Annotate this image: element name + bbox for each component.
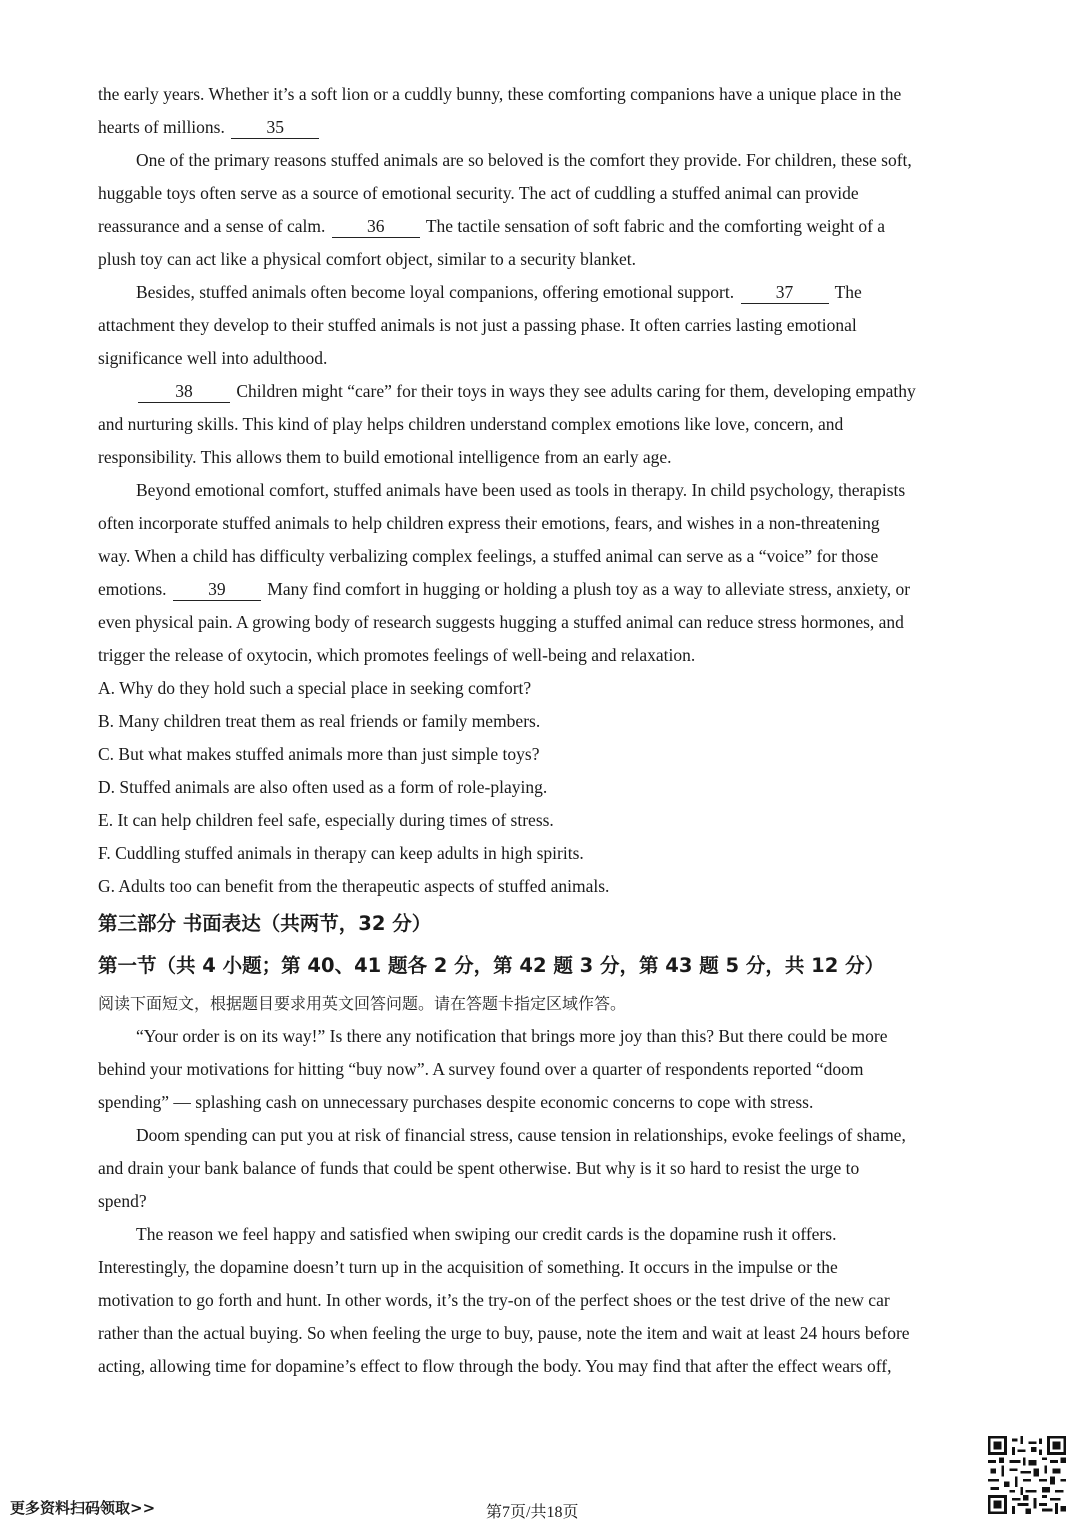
- text-line: emotions. 39 Many find comfort in hugging or holding a plush toy as a way to alleviate stress, anxiety, or: [98, 579, 911, 599]
- text-line: often incorporate stuffed animals to help children express their emotions, fears, and wishes in a non-threatening: [98, 513, 880, 533]
- blank-38: 38: [138, 380, 230, 403]
- option-b: B. Many children treat them as real friends or family members.: [98, 711, 541, 731]
- qr-code-icon[interactable]: [988, 1436, 1066, 1514]
- text-line: trigger the release of oxytocin, which promotes feelings of well-being and relaxation.: [98, 645, 696, 665]
- text-line: huggable toys often serve as a source of emotional security. The act of cuddling a stuffed animal can provide: [98, 183, 859, 203]
- option-a: A. Why do they hold such a special place in seeking comfort?: [98, 678, 532, 698]
- text-line: acting, allowing time for dopamine’s effect to flow through the body. You may find that after the effect wears off,: [98, 1356, 892, 1376]
- option-e: E. It can help children feel safe, especially during times of stress.: [98, 810, 554, 830]
- page-number: 第7页/共18页: [486, 1504, 579, 1521]
- text-line: spend?: [98, 1191, 147, 1211]
- text-line: attachment they develop to their stuffed animals is not just a passing phase. It often carries lasting emotional: [98, 315, 857, 335]
- blank-37: 37: [741, 281, 829, 304]
- text-line: plush toy can act like a physical comfort object, similar to a security blanket.: [98, 249, 636, 269]
- more-materials-link[interactable]: 更多资料扫码领取>>: [10, 1499, 156, 1517]
- text-line: way. When a child has difficulty verbalizing complex feelings, a stuffed animal can serve as a “voice” for those: [98, 546, 879, 566]
- text-line: hearts of millions. 35: [98, 111, 982, 144]
- text-line: rather than the actual buying. So when feeling the urge to buy, pause, note the item and wait at least 24 hours before: [98, 1323, 910, 1343]
- text-line: spending” — splashing cash on unnecessary purchases despite economic concerns to cope with stress.: [98, 1092, 814, 1112]
- option-d: D. Stuffed animals are also often used as a form of role-playing.: [98, 777, 548, 797]
- section-title: 第一节（共 4 小题；第 40、41 题各 2 分，第 42 题 3 分，第 43 题 5 分，共 12 分）: [98, 954, 885, 977]
- text-line: the early years. Whether it’s a soft lion or a cuddly bunny, these comforting companions have a unique place in the: [98, 84, 902, 104]
- text-line: One of the primary reasons stuffed animals are so beloved is the comfort they provide. For children, these soft,: [136, 150, 912, 170]
- option-c: C. But what makes stuffed animals more than just simple toys?: [98, 744, 540, 764]
- text-line: Beyond emotional comfort, stuffed animals have been used as tools in therapy. In child psychology, therapists: [136, 480, 906, 500]
- part-title: 第三部分 书面表达（共两节，32 分）: [98, 912, 432, 935]
- text-line: responsibility. This allows them to build emotional intelligence from an early age.: [98, 447, 672, 467]
- text-line: and nurturing skills. This kind of play helps children understand complex emotions like love, concern, and: [98, 414, 844, 434]
- text-line: “Your order is on its way!” Is there any notification that brings more joy than this? But there could be more: [136, 1026, 888, 1046]
- text-line: even physical pain. A growing body of research suggests hugging a stuffed animal can reduce stress hormones, and: [98, 612, 904, 632]
- text-line: Besides, stuffed animals often become loyal companions, offering emotional support. 37 The: [136, 282, 862, 302]
- text-line: behind your motivations for hitting “buy now”. A survey found over a quarter of respondents reported “doom: [98, 1059, 864, 1079]
- blank-39: 39: [173, 578, 261, 601]
- text-line: Doom spending can put you at risk of financial stress, cause tension in relationships, evoke feelings of shame,: [136, 1125, 906, 1145]
- text-line: significance well into adulthood.: [98, 348, 328, 368]
- blank-36: 36: [332, 215, 420, 238]
- blank-35: 35: [231, 116, 319, 139]
- option-g: G. Adults too can benefit from the therapeutic aspects of stuffed animals.: [98, 876, 610, 896]
- text-line: Interestingly, the dopamine doesn’t turn up in the acquisition of something. It occurs in the impulse or the: [98, 1257, 838, 1277]
- text-line: reassurance and a sense of calm. 36 The tactile sensation of soft fabric and the comforting weight of a: [98, 216, 886, 236]
- instruction: 阅读下面短文，根据题目要求用英文回答问题。请在答题卡指定区域作答。: [98, 994, 627, 1013]
- text-line: The reason we feel happy and satisfied when swiping our credit cards is the dopamine rush it offers.: [136, 1224, 837, 1244]
- option-f: F. Cuddling stuffed animals in therapy can keep adults in high spirits.: [98, 843, 584, 863]
- page-content: [98, 78, 982, 1383]
- text-line: motivation to go forth and hunt. In other words, it’s the try-on of the perfect shoes or the test drive of the new car: [98, 1290, 890, 1310]
- text-line: and drain your bank balance of funds that could be spent otherwise. But why is it so hard to resist the urge to: [98, 1158, 860, 1178]
- text-line: 38 Children might “care” for their toys in ways they see adults caring for them, developing empathy: [98, 375, 982, 408]
